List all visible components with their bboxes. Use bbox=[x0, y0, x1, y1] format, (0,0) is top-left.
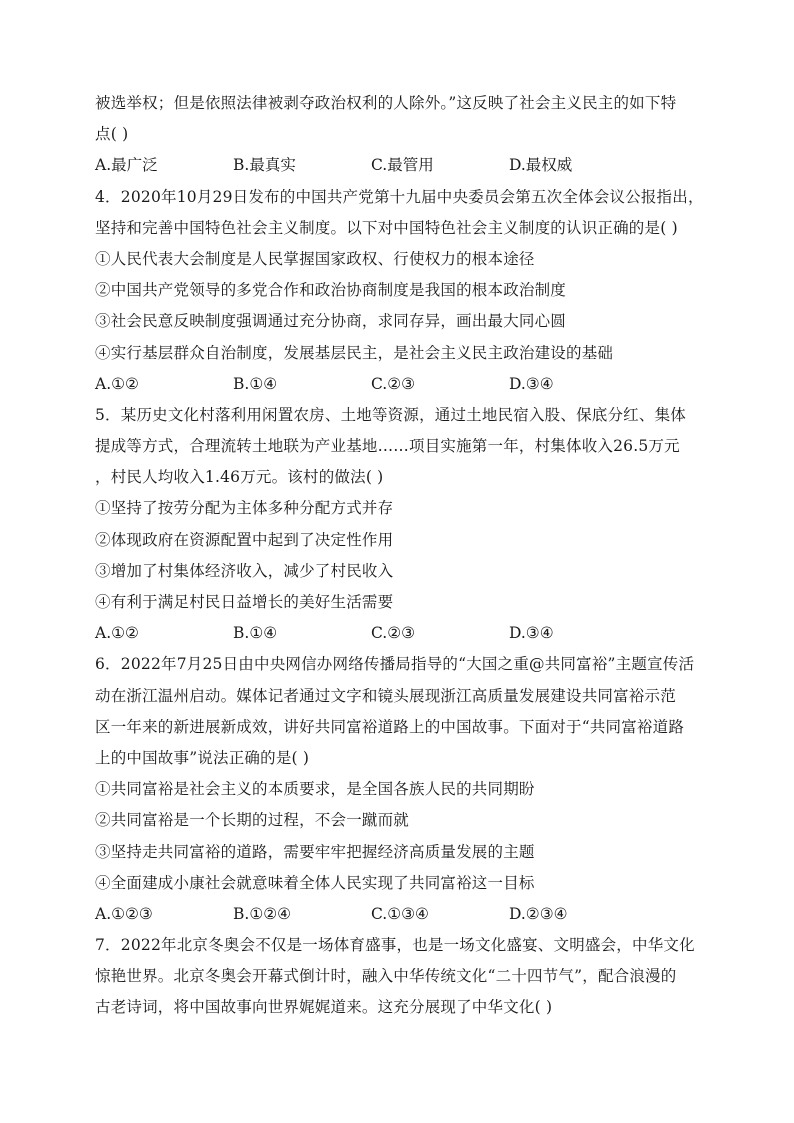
answer-options bbox=[95, 899, 705, 930]
option-c: C.②③ bbox=[371, 374, 416, 393]
statement-2: ②体现政府在资源配置中起到了决定性作用 bbox=[95, 530, 394, 549]
option-b: B.最真实 bbox=[233, 156, 296, 175]
document-page bbox=[95, 88, 705, 1024]
statement-3: ③坚持走共同富裕的道路，需要牢牢把握经济高质量发展的主题 bbox=[95, 842, 535, 861]
statement-2: ②共同富裕是一个长期的过程，不会一蹴而就 bbox=[95, 811, 410, 830]
question-5 bbox=[95, 400, 705, 650]
option-d: D.②③④ bbox=[509, 904, 568, 923]
answer-options bbox=[95, 150, 705, 181]
statement-3: ③社会民意反映制度强调通过充分协商，求同存异，画出最大同心圆 bbox=[95, 312, 567, 331]
question-stem-line: 6．2022年7月25日由中央网信办网络传播局指导的“大国之重@共同富裕”主题宣传活 bbox=[95, 655, 695, 674]
question-stem-line: 提成等方式，合理流转土地联为产业基地……项目实施第一年，村集体收入26.5万元 bbox=[95, 437, 680, 456]
option-b: B.①④ bbox=[233, 374, 278, 393]
option-b: B.①④ bbox=[233, 624, 278, 643]
question-stem-line: 古老诗词，将中国故事向世界娓娓道来。这充分展现了中华文化( ) bbox=[95, 998, 553, 1017]
statement-4: ④有利于满足村民日益增长的美好生活需要 bbox=[95, 593, 394, 611]
option-c: C.最管用 bbox=[371, 156, 434, 175]
statement-1: ①人民代表大会制度是人民掌握国家政权、行使权力的根本途径 bbox=[95, 249, 535, 268]
question-text-line: 点( ) bbox=[95, 125, 129, 144]
question-7 bbox=[95, 930, 705, 1024]
question-stem-line: 动在浙江温州启动。媒体记者通过文字和镜头展现浙江高质量发展建设共同富裕示范 bbox=[95, 686, 676, 705]
option-c: C.②③ bbox=[371, 624, 416, 643]
question-stem-line: 4．2020年10月29日发布的中国共产党第十九届中央委员会第五次全体会议公报指出， bbox=[95, 187, 704, 206]
question-stem-line: 5．某历史文化村落利用闲置农房、土地等资源，通过土地民宿入股、保底分红、集体 bbox=[95, 405, 686, 424]
option-d: D.③④ bbox=[509, 624, 554, 643]
question-stem-line: ，村民人均收入1.46万元。该村的做法( ) bbox=[95, 468, 384, 487]
statement-3: ③增加了村集体经济收入，减少了村民收入 bbox=[95, 561, 394, 580]
question-4 bbox=[95, 182, 705, 400]
question-stem-line: 惊艳世界。北京冬奥会开幕式倒计时，融入中华传统文化“二十四节气”，配合浪漫的 bbox=[95, 967, 677, 986]
question-stem-line: 7．2022年北京冬奥会不仅是一场体育盛事，也是一场文化盛宴、文明盛会，中华文化 bbox=[95, 936, 695, 955]
question-stem-line: 坚持和完善中国特色社会主义制度。以下对中国特色社会主义制度的认识正确的是( ) bbox=[95, 218, 678, 237]
option-c: C.①③④ bbox=[371, 904, 429, 923]
answer-options bbox=[95, 618, 705, 649]
option-a: A.①② bbox=[95, 374, 139, 393]
answer-options bbox=[95, 369, 705, 400]
question-3 bbox=[95, 88, 705, 182]
statement-4: ④全面建成小康社会就意味着全体人民实现了共同富裕这一目标 bbox=[95, 873, 535, 892]
statement-1: ①坚持了按劳分配为主体多种分配方式并存 bbox=[95, 499, 394, 518]
statement-4: ④实行基层群众自治制度，发展基层民主，是社会主义民主政治建设的基础 bbox=[95, 343, 614, 362]
option-b: B.①②④ bbox=[233, 904, 292, 923]
option-a: A.最广泛 bbox=[95, 156, 158, 175]
question-stem-line: 区一年来的新进展新成效，讲好共同富裕道路上的中国故事。下面对于“共同富裕道路 bbox=[95, 717, 685, 736]
option-a: A.①②③ bbox=[95, 904, 153, 923]
option-d: D.③④ bbox=[509, 374, 554, 393]
question-6 bbox=[95, 649, 705, 930]
statement-1: ①共同富裕是社会主义的本质要求，是全国各族人民的共同期盼 bbox=[95, 780, 535, 799]
question-stem-line: 上的中国故事”说法正确的是( ) bbox=[95, 748, 310, 767]
statement-2: ②中国共产党领导的多党合作和政治协商制度是我国的根本政治制度 bbox=[95, 281, 567, 300]
option-a: A.①② bbox=[95, 624, 139, 643]
option-d: D.最权威 bbox=[509, 156, 573, 175]
question-text-line: 被选举权；但是依照法律被剥夺政治权利的人除外。”这反映了社会主义民主的如下特 bbox=[95, 94, 677, 112]
